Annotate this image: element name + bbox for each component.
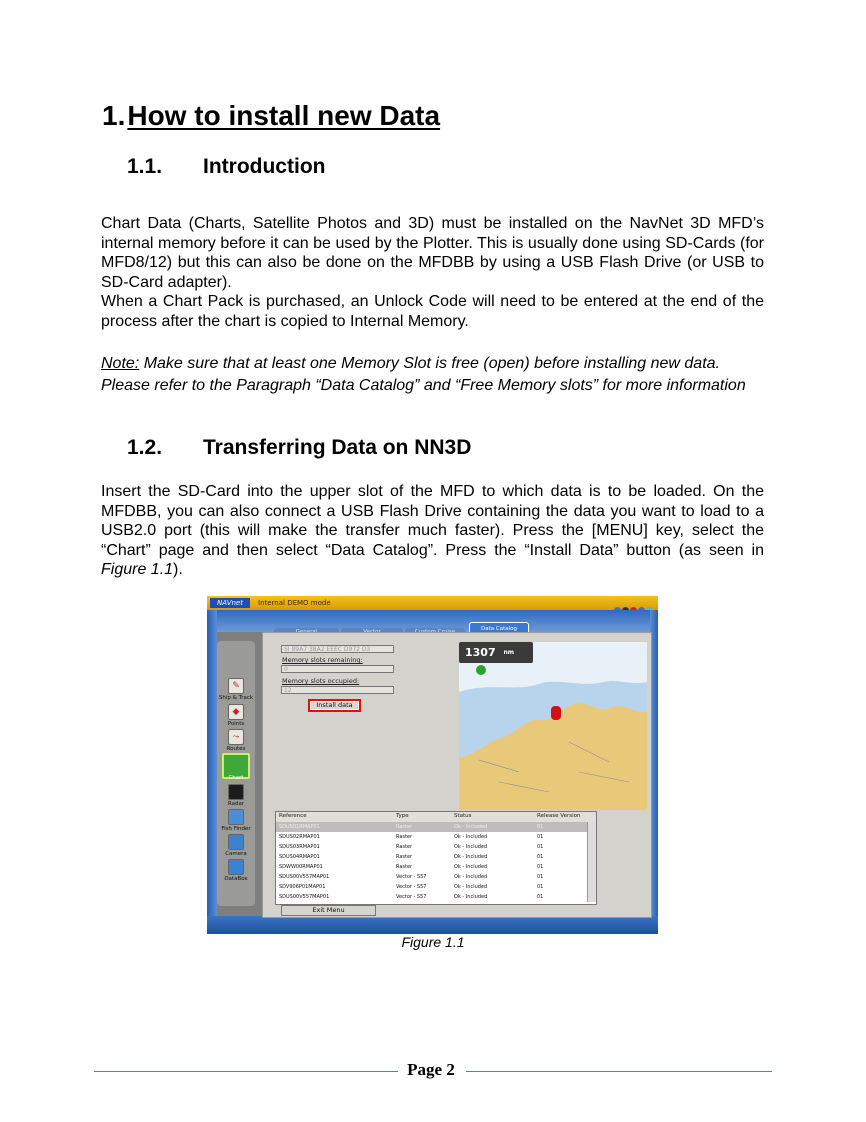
nav-label: Points xyxy=(227,721,245,727)
install-data-button[interactable] xyxy=(308,699,361,712)
nav-label: Ship & Track xyxy=(218,695,254,701)
page-number: Page 2 xyxy=(407,1060,455,1079)
note-label: Note: xyxy=(101,355,140,372)
intro-paragraph-2: When a Chart Pack is purchased, an Unlock Code will need to be entered at the end of the process after the chart is copied to Internal Memory. xyxy=(101,293,764,330)
serial-field: SI 89A7 38A2 EEEC D972 D3 xyxy=(281,645,394,653)
nav-label: Camera xyxy=(225,851,247,857)
table-cell: 01 xyxy=(537,854,544,860)
table-cell: Raster xyxy=(396,824,413,830)
table-cell: 01 xyxy=(537,824,544,830)
table-cell: SDWW00RMAP01 xyxy=(279,864,323,870)
table-cell: SDUS02RMAP01 xyxy=(279,834,320,840)
nav-item-ship-track[interactable] xyxy=(217,678,255,701)
nav-item-routes[interactable] xyxy=(217,729,255,752)
note-paragraph xyxy=(101,353,771,396)
transfer-text-end: ). xyxy=(173,561,183,579)
section-heading-introduction xyxy=(127,155,325,179)
fish-icon xyxy=(228,809,244,825)
memory-remaining-label: Memory slots remaining: xyxy=(282,656,363,664)
mode-text: Internal DEMO mode xyxy=(258,599,331,607)
table-header xyxy=(276,812,596,822)
table-cell: SDUS00V557MAP01 xyxy=(279,894,330,900)
table-row[interactable] xyxy=(276,842,588,852)
column-reference: Reference xyxy=(279,813,307,819)
table-cell: Ok - Included xyxy=(454,864,488,870)
table-cell: SDUS00V557MAP01 xyxy=(279,874,330,880)
table-cell: Ok - Included xyxy=(454,894,488,900)
table-cell: Vector - S57 xyxy=(396,874,427,880)
section-number: 1.1. xyxy=(127,155,163,178)
table-row[interactable] xyxy=(276,862,588,872)
table-cell: 01 xyxy=(537,884,544,890)
table-cell: Raster xyxy=(396,854,413,860)
databox-icon xyxy=(228,859,244,875)
range-indicator xyxy=(459,642,533,663)
intro-paragraph-1: Chart Data (Charts, Satellite Photos and 3D) must be installed on the NavNet 3D MFD’s internal memory before it can be used by the Plotter. This is usually done using SD-Cards (for MFD8/12) but this can also be done on the MFDBB by using a USB Flash Drive (or USB to SD-Card adapter). xyxy=(101,215,764,291)
nav-label: Routes xyxy=(226,746,246,752)
nav-item-databox[interactable] xyxy=(217,859,255,882)
data-catalog-table xyxy=(275,811,597,905)
nav-label: Fish Finder xyxy=(221,826,251,832)
table-cell: SDUS01RMAP01 xyxy=(279,824,320,830)
nav-item-chart[interactable] xyxy=(217,753,255,780)
table-cell: Vector - S57 xyxy=(396,884,427,890)
table-cell: 01 xyxy=(537,894,544,900)
table-cell: Vector - S57 xyxy=(396,894,427,900)
nav-item-radar[interactable] xyxy=(217,784,255,807)
camera-icon xyxy=(228,834,244,850)
nav-item-camera[interactable] xyxy=(217,834,255,857)
table-cell: 01 xyxy=(537,874,544,880)
nav-item-points[interactable] xyxy=(217,704,255,727)
heading-title: How to install new Data xyxy=(127,100,441,131)
section-title: Introduction xyxy=(203,155,326,178)
memory-occupied-field: 12 xyxy=(281,686,394,694)
table-row[interactable] xyxy=(276,852,588,862)
page-title xyxy=(102,100,440,132)
column-release-version: Release Version xyxy=(537,813,581,819)
figure-screenshot xyxy=(207,596,658,934)
table-cell: Ok - Included xyxy=(454,824,488,830)
table-cell: Ok - Included xyxy=(454,844,488,850)
route-icon: ⤳ xyxy=(228,729,244,745)
table-scrollbar[interactable] xyxy=(587,822,596,902)
table-cell: Ok - Included xyxy=(454,854,488,860)
chart-sea xyxy=(459,642,647,810)
table-cell: SDUS03RMAP01 xyxy=(279,844,320,850)
heading-number: 1. xyxy=(102,100,126,131)
frame-bottom xyxy=(207,916,658,934)
tab-data-catalog[interactable]: Data Catalog xyxy=(469,622,529,637)
status-icons xyxy=(614,599,654,607)
column-type: Type xyxy=(396,813,409,819)
nav-sidebar xyxy=(217,641,255,906)
point-icon: ◆ xyxy=(228,704,244,720)
ship-icon: ✎ xyxy=(228,678,244,694)
table-row[interactable] xyxy=(276,872,588,882)
table-cell: Ok - Included xyxy=(454,884,488,890)
range-unit: nm xyxy=(503,649,514,656)
table-cell: Ok - Included xyxy=(454,834,488,840)
figure-caption: Figure 1.1 xyxy=(401,934,465,950)
table-cell: 01 xyxy=(537,844,544,850)
table-row[interactable] xyxy=(276,882,588,892)
memory-occupied-label: Memory slots occupied: xyxy=(282,677,360,685)
transfer-paragraph xyxy=(101,482,764,580)
table-cell: 01 xyxy=(537,864,544,870)
range-value: 1307 xyxy=(465,646,496,659)
memory-remaining-field: 0 xyxy=(281,665,394,673)
footer-rule-right xyxy=(466,1071,772,1072)
frame-left xyxy=(207,610,217,934)
column-status: Status xyxy=(454,813,472,819)
nav-item-fish-finder[interactable] xyxy=(217,809,255,832)
table-row[interactable] xyxy=(276,892,588,902)
nav-label: DataBox xyxy=(224,876,248,882)
intro-text xyxy=(101,214,764,332)
table-row[interactable] xyxy=(276,832,588,842)
chart-map[interactable] xyxy=(459,642,647,810)
install-data-label: Install data xyxy=(311,702,358,709)
figure-reference: Figure 1.1 xyxy=(101,561,174,579)
table-cell: SDUS04RMAP01 xyxy=(279,854,320,860)
table-cell: 01 xyxy=(537,834,544,840)
table-cell: Ok - Included xyxy=(454,874,488,880)
table-row[interactable] xyxy=(276,822,588,832)
table-cell: Raster xyxy=(396,844,413,850)
table-cell: Raster xyxy=(396,834,413,840)
exit-menu-button[interactable]: Exit Menu xyxy=(281,905,376,916)
note-text: Make sure that at least one Memory Slot is free (open) before installing new data. Please refer to the Paragraph “Data Catalog” and “Free Memory slots” for more information xyxy=(101,355,746,394)
footer-rule-left xyxy=(94,1071,398,1072)
nav-label: Radar xyxy=(227,801,245,807)
navnet-logo: NAVnet xyxy=(210,598,250,608)
radar-icon xyxy=(228,784,244,800)
nav-label: Chart xyxy=(228,775,244,781)
section-title: Transferring Data on NN3D xyxy=(203,436,472,459)
section-number: 1.2. xyxy=(127,436,163,459)
transfer-text: Insert the SD-Card into the upper slot of the MFD to which data is to be loaded. On the MFDBB, you can also connect a USB Flash Drive containing the data you want to load to a USB2.0 port (this will make the transfer much faster). Press the [MENU] key, select the “Chart” page and then select “Data Catalog”. Press the “Install Data” button (as seen in xyxy=(101,483,764,559)
table-cell: Raster xyxy=(396,864,413,870)
section-heading-transfer xyxy=(127,436,471,460)
table-cell: SDV906P01MAP01 xyxy=(279,884,326,890)
